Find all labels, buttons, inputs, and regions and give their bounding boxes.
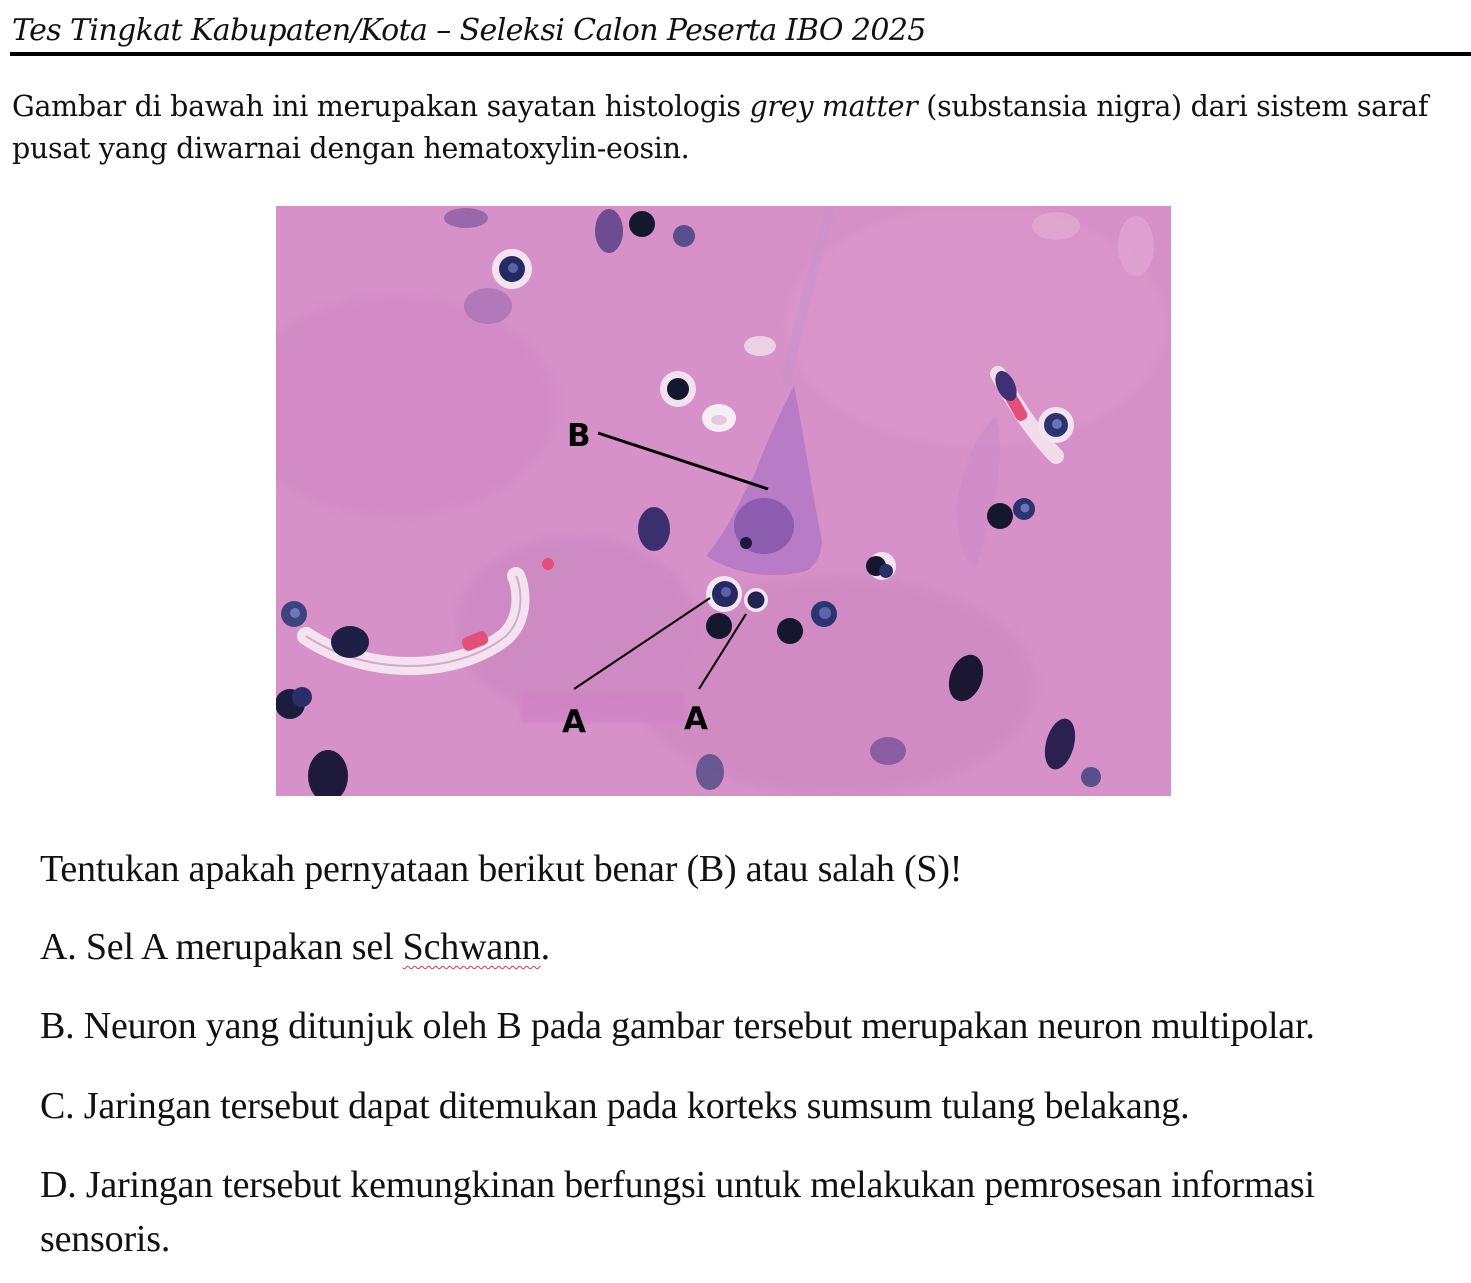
statement-d: D. Jaringan tersebut kemungkinan berfungsi untuk melakukan pemrosesan informasi sensoris. xyxy=(40,1164,1315,1260)
red-blood-cell xyxy=(542,558,554,570)
figure-label-b: B xyxy=(567,418,591,454)
statement-a xyxy=(40,920,1460,974)
question-instruction: Tentukan apakah pernyataan berikut benar (B) atau salah (S)! xyxy=(40,848,963,890)
intro-text-after: (substansia nigra) dari sistem saraf pusat yang diwarnai dengan hematoxylin-eosin. xyxy=(12,90,1429,165)
intro-paragraph xyxy=(12,86,1452,170)
statement-a-text: A. Sel A merupakan sel xyxy=(40,926,403,968)
intro-text-before: Gambar di bawah ini merupakan sayatan histologis xyxy=(12,90,750,123)
header-divider xyxy=(10,52,1471,56)
histology-micrograph xyxy=(276,206,1171,796)
figure-label-a-right: A xyxy=(684,701,708,737)
histology-figure xyxy=(276,206,1171,796)
intro-italic-term: grey matter xyxy=(749,90,918,123)
statement-b: B. Neuron yang ditunjuk oleh B pada gambar tersebut merupakan neuron multipolar. xyxy=(40,1005,1315,1047)
page-header: Tes Tingkat Kabupaten/Kota – Seleksi Calon Peserta IBO 2025 xyxy=(12,13,926,48)
statement-a-term: Schwann xyxy=(402,926,541,968)
statement-a-end: . xyxy=(540,926,550,968)
statement-c: C. Jaringan tersebut dapat ditemukan pada korteks sumsum tulang belakang. xyxy=(40,1085,1190,1127)
figure-label-a-left: A xyxy=(562,704,586,740)
